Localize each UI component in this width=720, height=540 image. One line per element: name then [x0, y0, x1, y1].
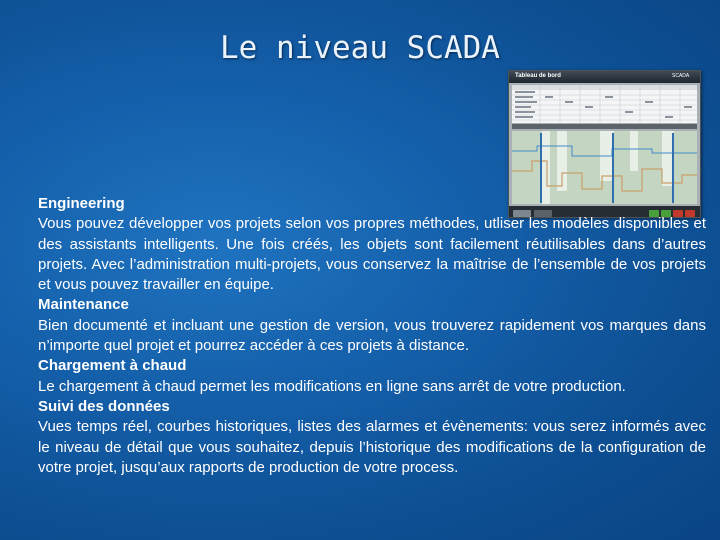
screenshot-window-title: Tableau de bord [515, 73, 561, 79]
section-text-engineering: Vous pouvez développer vos projets selon vos propres méthodes, utliser les modèles disponibles et des assistants intelligents. Une fois créés, les objets sont facilement réutilisables dans d’autres projets. Avec l’administration multi-projets, vous conservez la maîtrise de l’ensemble de vos projets et vous pouvez travailler en équipe. [38, 215, 706, 294]
section-heading-engineering: Engineering [38, 195, 125, 212]
section-heading-data-tracking: Suivi des données [38, 397, 170, 415]
screenshot-data-table [512, 85, 697, 123]
screenshot-titlebar [509, 71, 700, 83]
screenshot-toolbar [512, 124, 697, 129]
screenshot-logo: SCADA [672, 73, 690, 79]
slide-title: Le niveau SCADA [220, 30, 500, 66]
body-text [38, 194, 706, 478]
section-text-hot-loading: Le chargement à chaud permet les modifications en ligne sans arrêt de votre production. [38, 377, 626, 395]
section-heading-hot-loading: Chargement à chaud [38, 357, 187, 375]
section-text-data-tracking: Vues temps réel, courbes historiques, listes des alarmes et évènements: vous serez informés avec le niveau de détail que vous souhaitez, depuis l’historique des modifications de la configuration de votre projet, jusqu’aux rapports de production de votre process. [38, 418, 706, 476]
section-heading-maintenance: Maintenance [38, 296, 129, 314]
section-text-maintenance: Bien documenté et incluant une gestion de version, vous trouverez rapidement vos marques dans n’importe quel projet et pourrez accéder à ces projets à distance. [38, 316, 706, 355]
